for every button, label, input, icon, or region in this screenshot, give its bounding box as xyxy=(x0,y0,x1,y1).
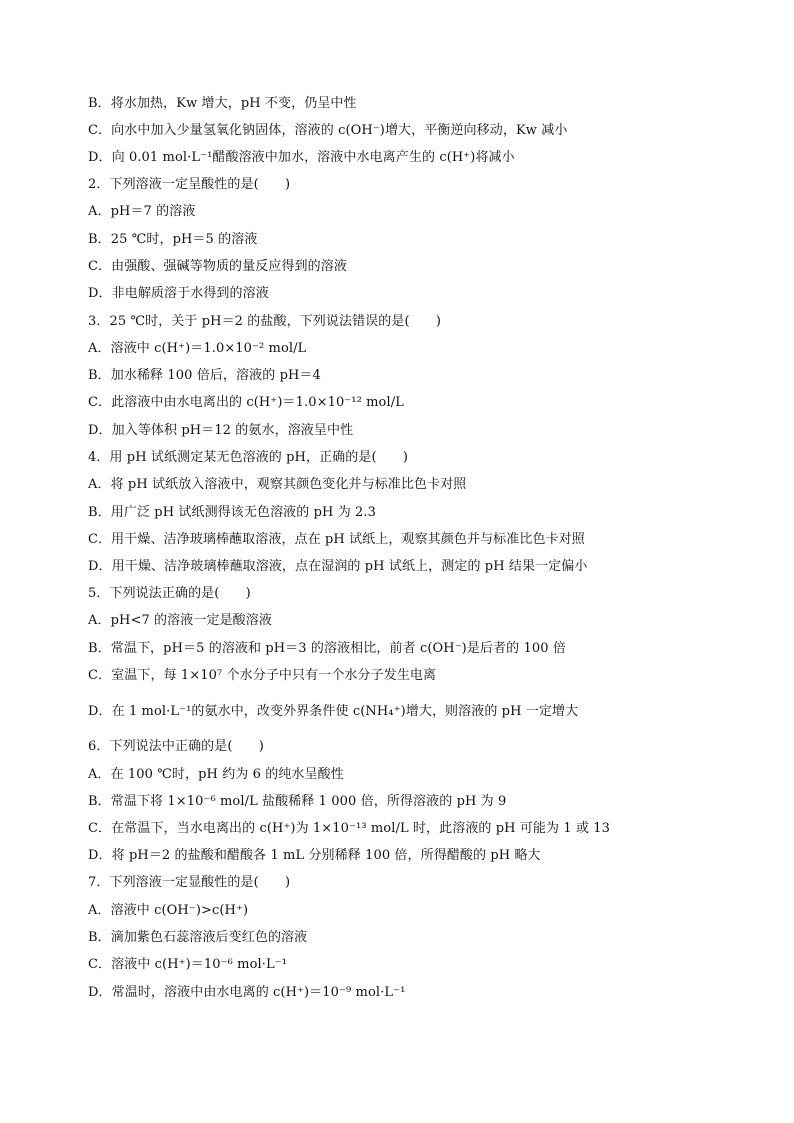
option-line: A．溶液中 c(OH⁻)>c(H⁺) xyxy=(88,903,249,918)
question-stem: 6．下列说法中正确的是( ) xyxy=(88,739,264,754)
question-stem: 4．用 pH 试纸测定某无色溶液的 pH，正确的是( ) xyxy=(88,450,409,465)
option-line: B．用广泛 pH 试纸测得该无色溶液的 pH 为 2.3 xyxy=(88,505,377,520)
option-line: C．溶液中 c(H⁺)＝10⁻⁶ mol·L⁻¹ xyxy=(88,957,287,972)
option-line: D．常温时，溶液中由水电离的 c(H⁺)＝10⁻⁹ mol·L⁻¹ xyxy=(88,985,406,1000)
option-line: B．25 ℃时，pH＝5 的溶液 xyxy=(88,232,258,247)
option-line: D．用干燥、洁净玻璃棒蘸取溶液，点在湿润的 pH 试纸上，测定的 pH 结果一定偏小 xyxy=(88,559,588,574)
option-line: C．在常温下，当水电离出的 c(H⁺)为 1×10⁻¹³ mol/L 时，此溶液的 pH 可能为 1 或 13 xyxy=(88,821,611,836)
option-line: C．向水中加入少量氢氧化钠固体，溶液的 c(OH⁻)增大，平衡逆向移动，Kw 减小 xyxy=(88,123,568,138)
question-stem: 3．25 ℃时，关于 pH＝2 的盐酸，下列说法错误的是( ) xyxy=(88,314,442,329)
option-line: B．常温下将 1×10⁻⁶ mol/L 盐酸稀释 1 000 倍，所得溶液的 pH 为 9 xyxy=(88,794,507,809)
option-line: C．室温下，每 1×10⁷ 个水分子中只有一个水分子发生电离 xyxy=(88,668,437,683)
option-line: D．在 1 mol·L⁻¹的氨水中，改变外界条件使 c(NH₄⁺)增大，则溶液的 pH 一定增大 xyxy=(88,704,579,719)
option-line: D．加入等体积 pH＝12 的氨水，溶液呈中性 xyxy=(88,423,354,438)
option-line: C．用干燥、洁净玻璃棒蘸取溶液，点在 pH 试纸上，观察其颜色并与标准比色卡对照 xyxy=(88,532,585,547)
question-stem: 2．下列溶液一定呈酸性的是( ) xyxy=(88,177,291,192)
question-stem: 7．下列溶液一定显酸性的是( ) xyxy=(88,875,291,890)
option-line: B．滴加紫色石蕊溶液后变红色的溶液 xyxy=(88,930,308,945)
option-line: B．加水稀释 100 倍后，溶液的 pH＝4 xyxy=(88,368,321,383)
option-line: D．向 0.01 mol·L⁻¹醋酸溶液中加水，溶液中水电离产生的 c(H⁺)将减小 xyxy=(88,150,515,165)
option-line: A．在 100 ℃时，pH 约为 6 的纯水呈酸性 xyxy=(88,767,344,782)
option-line: A．pH<7 的溶液一定是酸溶液 xyxy=(88,613,272,628)
option-line: B．常温下，pH＝5 的溶液和 pH＝3 的溶液相比，前者 c(OH⁻)是后者的 100 倍 xyxy=(88,641,566,656)
option-line: B．将水加热，Kw 增大，pH 不变，仍呈中性 xyxy=(88,96,357,111)
question-stem: 5．下列说法正确的是( ) xyxy=(88,586,251,601)
option-line: C．由强酸、强碱等物质的量反应得到的溶液 xyxy=(88,259,347,274)
option-line: D．非电解质溶于水得到的溶液 xyxy=(88,286,269,301)
option-line: A．溶液中 c(H⁺)＝1.0×10⁻² mol/L xyxy=(88,341,307,356)
option-line: D．将 pH＝2 的盐酸和醋酸各 1 mL 分别稀释 100 倍，所得醋酸的 pH 略大 xyxy=(88,848,541,863)
option-line: A．将 pH 试纸放入溶液中，观察其颜色变化并与标准比色卡对照 xyxy=(88,477,467,492)
option-line: A．pH＝7 的溶液 xyxy=(88,204,196,219)
option-line: C．此溶液中由水电离出的 c(H⁺)＝1.0×10⁻¹² mol/L xyxy=(88,395,404,410)
